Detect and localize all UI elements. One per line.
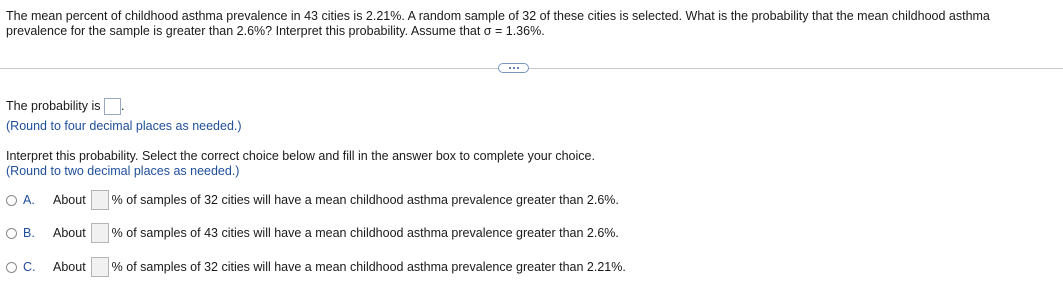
choice-c-post-text: % of samples of 32 cities will have a mean childhood asthma prevalence greater than 2.21%. <box>111 260 626 274</box>
interpret-prompt: Interpret this probability. Select the correct choice below and fill in the answer box to complete your choice. <box>6 149 595 163</box>
choice-c-letter: C. <box>23 260 36 274</box>
choice-a[interactable] <box>6 189 619 211</box>
section-divider <box>0 68 1063 69</box>
choice-c-pre-text: About <box>53 260 86 274</box>
choice-b[interactable] <box>6 222 619 244</box>
question-text: The mean percent of childhood asthma prevalence in 43 cities is 2.21%. A random sample of 32 of these cities is selected. What is the probability that the mean childhood asthma prevalence for the sample is greater than 2.6%? Interpret this probability. Assume that σ = 1.36%. <box>6 9 990 38</box>
ellipsis-icon-dot <box>513 67 515 69</box>
probability-row <box>6 98 124 115</box>
choice-c-answer-input[interactable] <box>91 257 109 277</box>
choice-b-pre-text: About <box>53 226 86 240</box>
choice-b-radio[interactable] <box>6 228 17 239</box>
probability-answer-input[interactable] <box>104 98 121 115</box>
ellipsis-icon <box>509 67 511 69</box>
probability-prompt: The probability is <box>6 98 101 113</box>
choice-a-pre-text: About <box>53 193 86 207</box>
choice-c-radio[interactable] <box>6 262 17 273</box>
choice-a-post-text: % of samples of 32 cities will have a mean childhood asthma prevalence greater than 2.6%. <box>111 193 619 207</box>
ellipsis-icon-dot <box>517 67 519 69</box>
interpret-rounding-note: (Round to two decimal places as needed.) <box>6 164 240 178</box>
choice-b-post-text: % of samples of 43 cities will have a mean childhood asthma prevalence greater than 2.6%. <box>111 226 619 240</box>
choice-a-answer-input[interactable] <box>91 190 109 210</box>
choice-b-answer-input[interactable] <box>91 223 109 243</box>
choice-a-radio[interactable] <box>6 195 17 206</box>
more-options-button[interactable] <box>498 63 529 73</box>
choice-b-letter: B. <box>23 226 35 240</box>
choice-c[interactable] <box>6 256 626 278</box>
probability-rounding-note: (Round to four decimal places as needed.) <box>6 119 242 133</box>
probability-suffix: . <box>120 98 125 113</box>
choice-a-letter: A. <box>23 193 35 207</box>
